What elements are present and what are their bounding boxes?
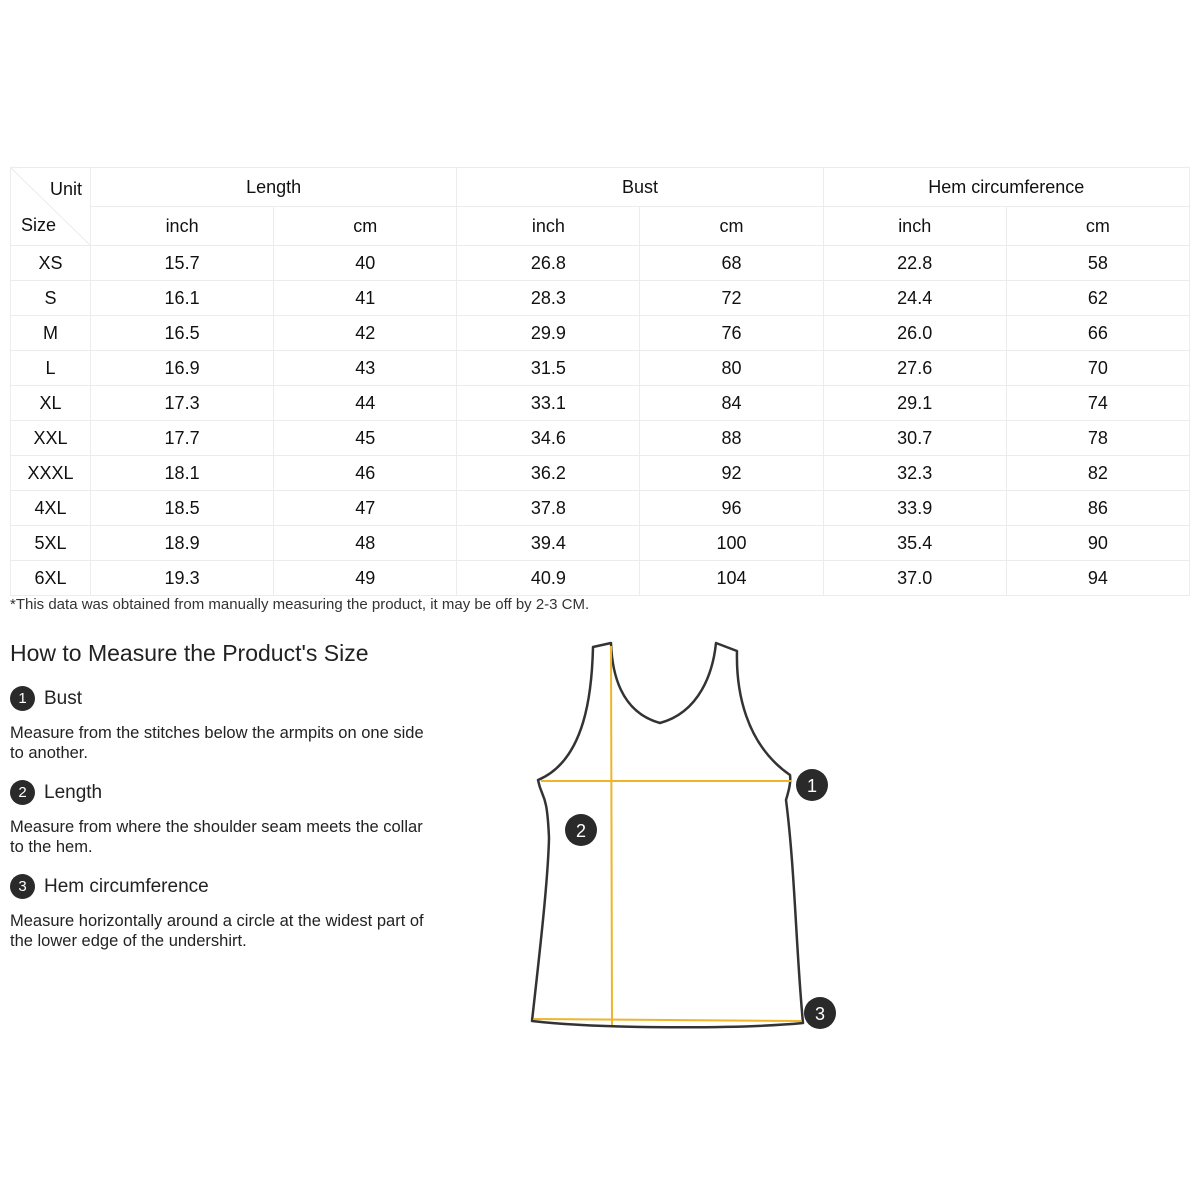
group-header-row <box>11 168 1190 207</box>
unit-header: inch <box>823 207 1006 246</box>
unit-header-row <box>11 207 1190 246</box>
value-cell: 16.1 <box>91 281 274 316</box>
value-cell: 92 <box>640 456 823 491</box>
value-cell: 24.4 <box>823 281 1006 316</box>
marker-1-icon <box>796 769 828 801</box>
value-cell: 26.0 <box>823 316 1006 351</box>
table-row <box>11 456 1190 491</box>
unit-header: inch <box>457 207 640 246</box>
value-cell: 46 <box>274 456 457 491</box>
size-cell: 6XL <box>11 561 91 596</box>
value-cell: 37.8 <box>457 491 640 526</box>
value-cell: 72 <box>640 281 823 316</box>
table-row <box>11 526 1190 561</box>
marker-3-icon <box>804 997 836 1029</box>
value-cell: 82 <box>1006 456 1189 491</box>
value-cell: 32.3 <box>823 456 1006 491</box>
size-cell: 4XL <box>11 491 91 526</box>
value-cell: 18.9 <box>91 526 274 561</box>
table-row <box>11 281 1190 316</box>
measure-item-bust <box>10 686 82 711</box>
value-cell: 49 <box>274 561 457 596</box>
table-row <box>11 316 1190 351</box>
value-cell: 66 <box>1006 316 1189 351</box>
value-cell: 36.2 <box>457 456 640 491</box>
hem-guide-line <box>534 1019 801 1021</box>
value-cell: 44 <box>274 386 457 421</box>
measure-desc-length: Measure from where the shoulder seam meets the collar to the hem. <box>10 818 423 856</box>
table-row <box>11 386 1190 421</box>
value-cell: 17.7 <box>91 421 274 456</box>
value-cell: 74 <box>1006 386 1189 421</box>
unit-header: cm <box>274 207 457 246</box>
size-cell: XXXL <box>11 456 91 491</box>
value-cell: 22.8 <box>823 246 1006 281</box>
unit-size-corner <box>11 168 91 246</box>
value-cell: 78 <box>1006 421 1189 456</box>
table-row <box>11 246 1190 281</box>
value-cell: 100 <box>640 526 823 561</box>
value-cell: 39.4 <box>457 526 640 561</box>
value-cell: 34.6 <box>457 421 640 456</box>
measure-label: Bust <box>44 687 83 709</box>
number-1-icon: 1 <box>10 686 35 711</box>
value-cell: 29.1 <box>823 386 1006 421</box>
measurement-note: *This data was obtained from manually measuring the product, it may be off by 2-3 CM. <box>10 596 590 613</box>
size-chart-table <box>10 167 1190 596</box>
table-row <box>11 421 1190 456</box>
value-cell: 76 <box>640 316 823 351</box>
size-cell: 5XL <box>11 526 91 561</box>
value-cell: 48 <box>274 526 457 561</box>
value-cell: 26.8 <box>457 246 640 281</box>
value-cell: 30.7 <box>823 421 1006 456</box>
measure-label: Hem circumference <box>44 875 209 897</box>
value-cell: 47 <box>274 491 457 526</box>
size-cell: XXL <box>11 421 91 456</box>
value-cell: 104 <box>640 561 823 596</box>
marker-2-label: 2 <box>575 821 587 841</box>
value-cell: 86 <box>1006 491 1189 526</box>
value-cell: 33.1 <box>457 386 640 421</box>
measure-label: Length <box>44 781 103 803</box>
value-cell: 18.1 <box>91 456 274 491</box>
value-cell: 90 <box>1006 526 1189 561</box>
unit-header: cm <box>640 207 823 246</box>
group-header-length: Length <box>91 168 457 207</box>
value-cell: 62 <box>1006 281 1189 316</box>
measure-desc-hem: Measure horizontally around a circle at the widest part of the lower edge of the undershirt. <box>10 912 424 950</box>
measure-title: How to Measure the Product's Size <box>10 640 369 666</box>
measure-item-length <box>10 780 102 805</box>
value-cell: 28.3 <box>457 281 640 316</box>
marker-1-label: 1 <box>806 776 818 796</box>
value-cell: 35.4 <box>823 526 1006 561</box>
group-header-hem: Hem circumference <box>823 168 1189 207</box>
size-cell: S <box>11 281 91 316</box>
size-cell: XS <box>11 246 91 281</box>
value-cell: 42 <box>274 316 457 351</box>
size-cell: XL <box>11 386 91 421</box>
value-cell: 27.6 <box>823 351 1006 386</box>
value-cell: 15.7 <box>91 246 274 281</box>
table-row <box>11 491 1190 526</box>
size-cell: M <box>11 316 91 351</box>
value-cell: 94 <box>1006 561 1189 596</box>
value-cell: 70 <box>1006 351 1189 386</box>
unit-header: cm <box>1006 207 1189 246</box>
value-cell: 84 <box>640 386 823 421</box>
size-cell: L <box>11 351 91 386</box>
value-cell: 33.9 <box>823 491 1006 526</box>
number-3-icon: 3 <box>10 874 35 899</box>
value-cell: 88 <box>640 421 823 456</box>
table-row <box>11 561 1190 596</box>
value-cell: 68 <box>640 246 823 281</box>
marker-3-label: 3 <box>814 1004 826 1024</box>
table-row <box>11 351 1190 386</box>
value-cell: 45 <box>274 421 457 456</box>
measure-item-hem <box>10 874 209 899</box>
value-cell: 29.9 <box>457 316 640 351</box>
value-cell: 96 <box>640 491 823 526</box>
length-guide-line <box>611 646 612 1025</box>
value-cell: 58 <box>1006 246 1189 281</box>
value-cell: 43 <box>274 351 457 386</box>
value-cell: 17.3 <box>91 386 274 421</box>
value-cell: 41 <box>274 281 457 316</box>
number-2-icon: 2 <box>10 780 35 805</box>
value-cell: 18.5 <box>91 491 274 526</box>
value-cell: 16.9 <box>91 351 274 386</box>
measure-desc-bust: Measure from the stitches below the armpits on one side to another. <box>10 724 424 762</box>
group-header-bust: Bust <box>457 168 823 207</box>
value-cell: 40.9 <box>457 561 640 596</box>
value-cell: 40 <box>274 246 457 281</box>
value-cell: 19.3 <box>91 561 274 596</box>
value-cell: 37.0 <box>823 561 1006 596</box>
tank-top-diagram <box>520 635 850 1045</box>
value-cell: 31.5 <box>457 351 640 386</box>
value-cell: 16.5 <box>91 316 274 351</box>
size-label: Size <box>21 215 57 235</box>
unit-header: inch <box>91 207 274 246</box>
unit-label: Unit <box>49 179 82 199</box>
value-cell: 80 <box>640 351 823 386</box>
marker-2-icon <box>565 814 597 846</box>
